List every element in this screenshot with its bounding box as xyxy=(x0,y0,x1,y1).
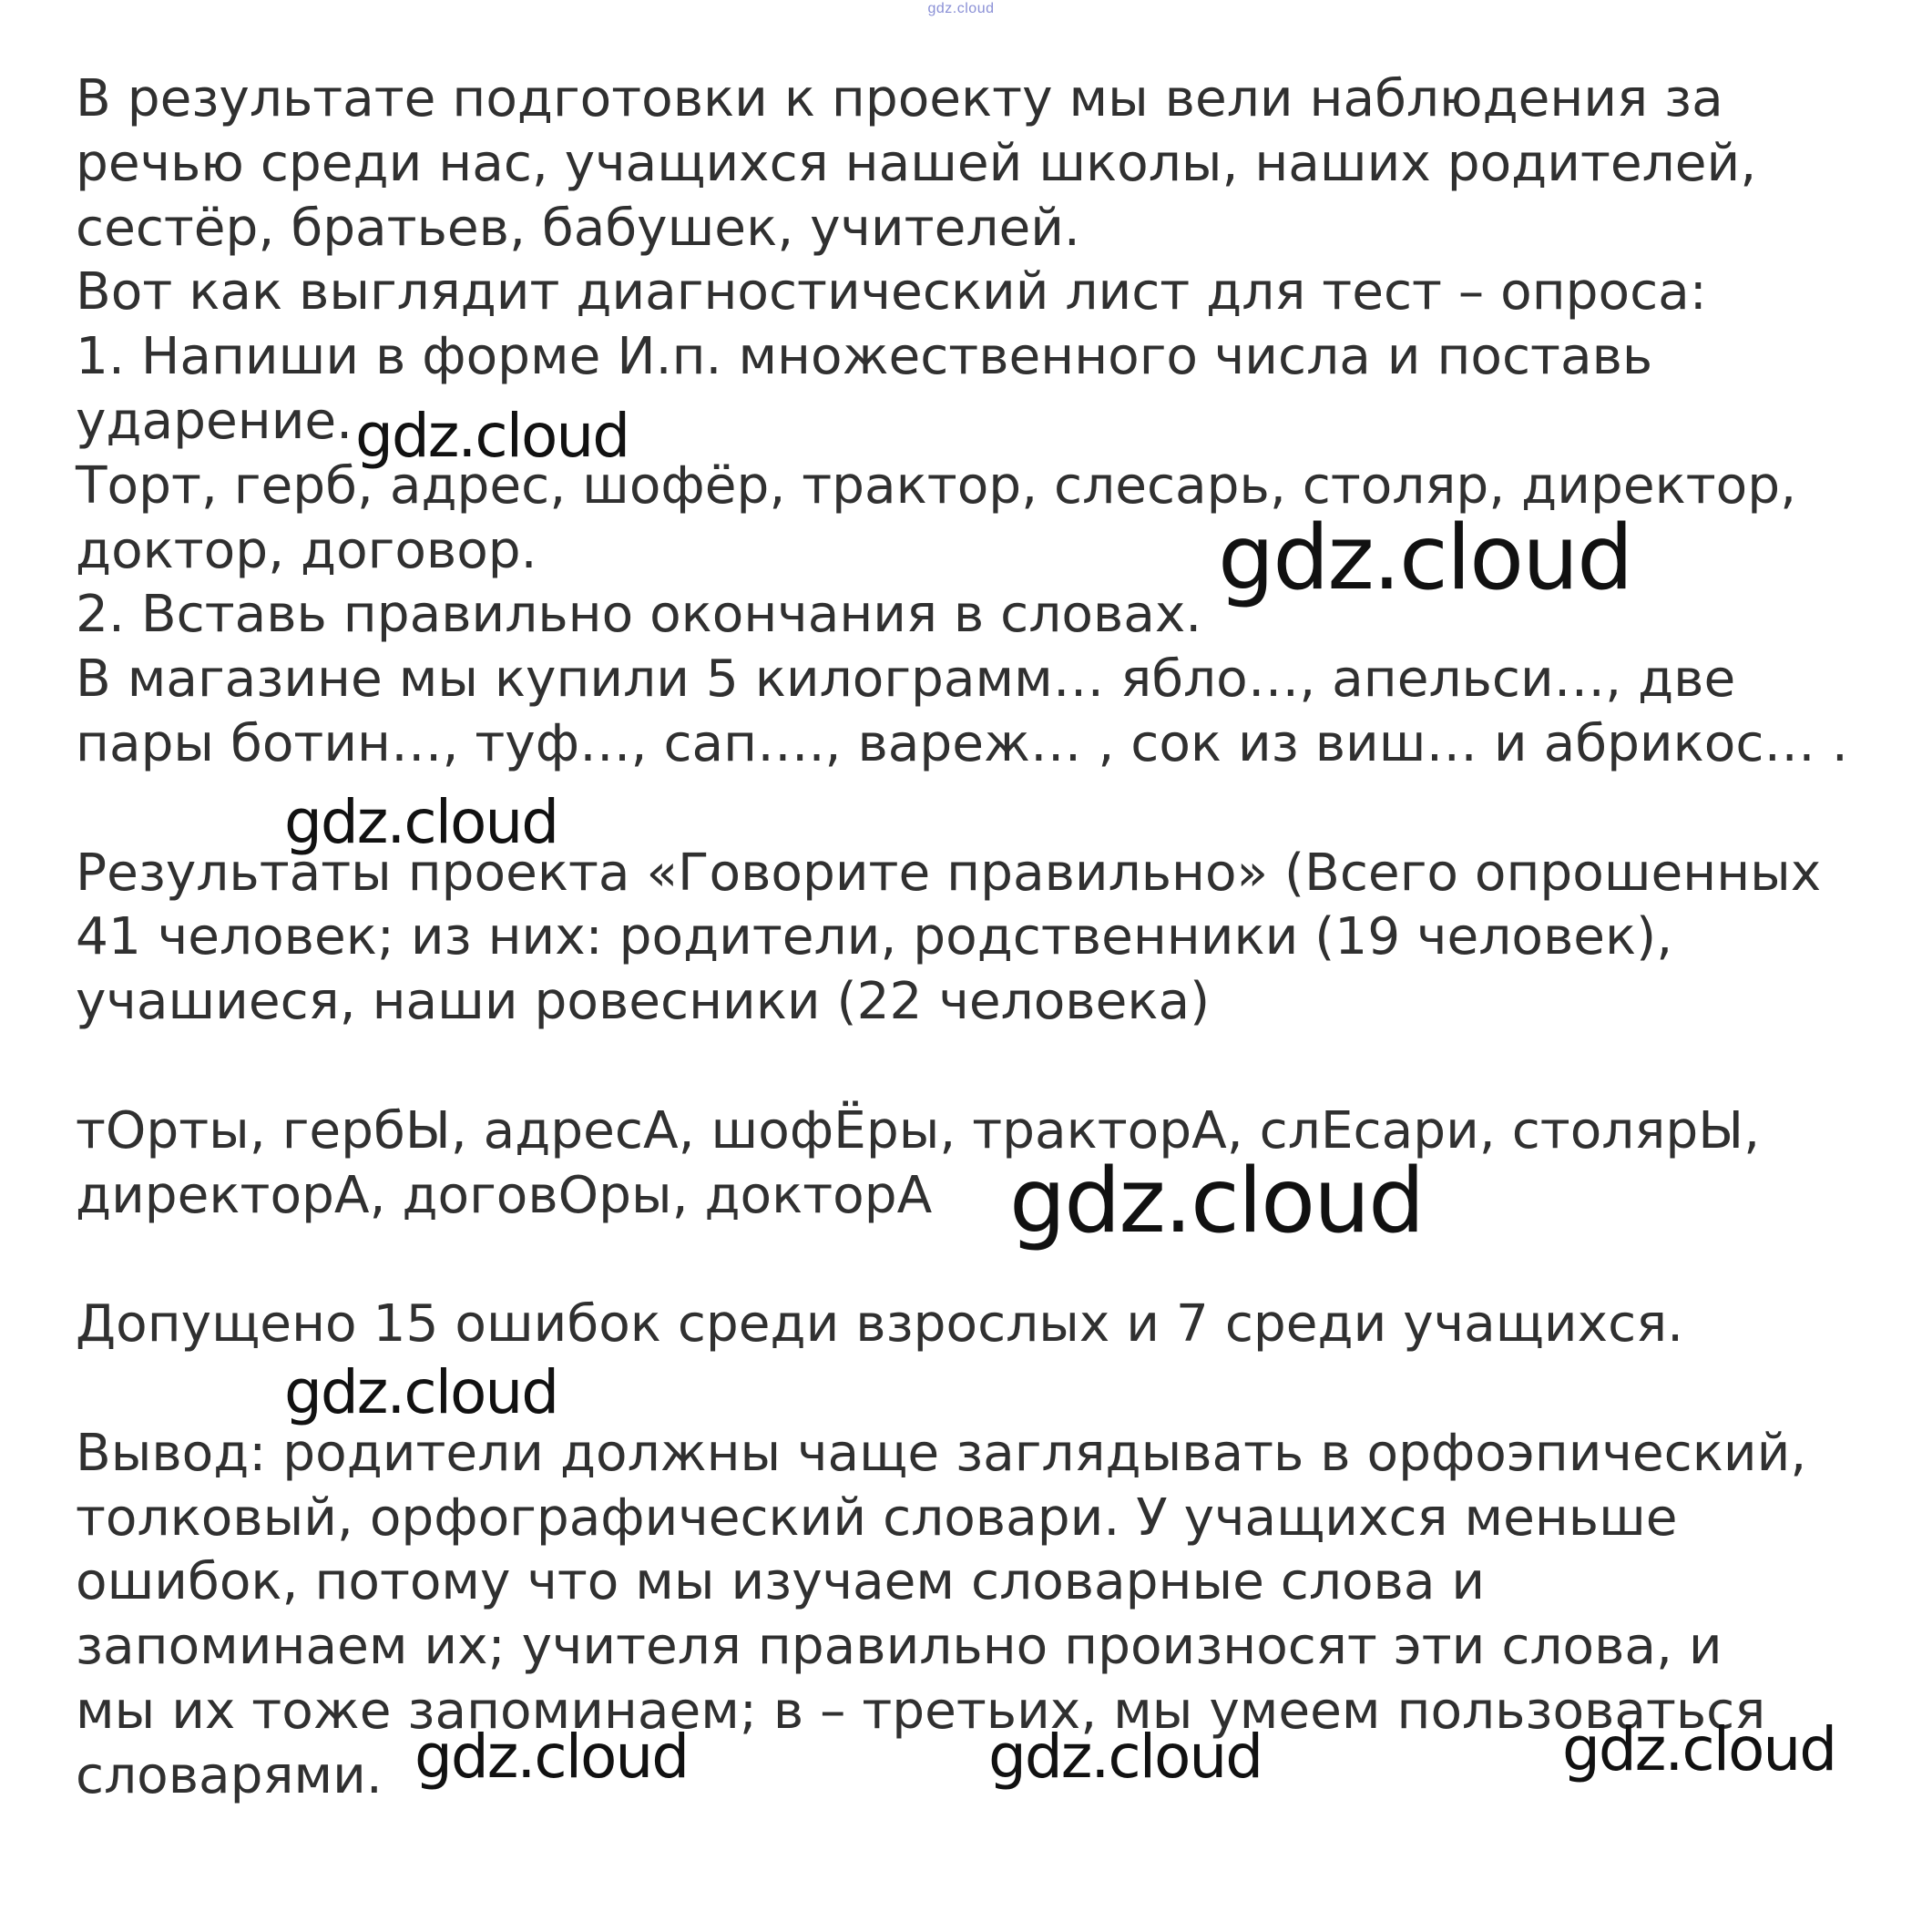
blank-line xyxy=(76,1035,1916,1099)
document-body xyxy=(76,67,1916,1809)
conclusion-line-2: толковый, орфографический словари. У учащихся меньше xyxy=(76,1487,1678,1548)
task-2-line-1: 2. Вставь правильно окончания в словах. xyxy=(76,585,1202,645)
watermark-text: gdz.cloud xyxy=(284,787,558,857)
results-line-2: 41 человек; из них: родители, родственники (19 человек), xyxy=(76,907,1673,967)
task-1-line-1: 1. Напиши в форме И.п. множественного числа и поставь xyxy=(76,327,1653,387)
intro-line-2: речью среди нас, учащихся нашей школы, наших родителей, xyxy=(76,133,1757,193)
diagnostic-intro-line: Вот как выглядит диагностический лист для тест – опроса: xyxy=(76,262,1707,322)
conclusion-line-1: Вывод: родители должны чаще заглядывать в орфоэпический, xyxy=(76,1423,1807,1483)
blank-line xyxy=(76,1228,1916,1293)
task-1-line-2: ударение. xyxy=(76,391,353,451)
errors-line: Допущено 15 ошибок среди взрослых и 7 среди учащихся. xyxy=(76,1294,1684,1354)
watermark-text: gdz.cloud xyxy=(1218,506,1632,610)
watermark-text: gdz.cloud xyxy=(414,1722,689,1792)
results-line-1: Результаты проекта «Говорите правильно» (Всего опрошенных xyxy=(76,843,1822,903)
task-2-text-line-1: В магазине мы купили 5 килограмм… ябло…, апельси…, две xyxy=(76,649,1736,710)
answers-line-1: тОрты, гербЫ, адресА, шофЁры, тракторА, слЕсари, столярЫ, xyxy=(76,1100,1761,1160)
watermark-text: gdz.cloud xyxy=(1562,1714,1836,1784)
answers-line-2: директорА, договОры, докторА xyxy=(76,1165,933,1225)
intro-line-3: сестёр, братьев, бабушек, учителей. xyxy=(76,198,1080,258)
watermark-text: gdz.cloud xyxy=(355,401,629,471)
conclusion-line-3: ошибок, потому что мы изучаем словарные слова и xyxy=(76,1552,1486,1612)
task-2-text-line-2: пары ботин…, туф…, сап…., вареж… , сок из виш… и абрикос… . xyxy=(76,713,1848,773)
conclusion-line-6: словарями. xyxy=(76,1745,383,1805)
conclusion-line-5: мы их тоже запоминаем; в – третьих, мы умеем пользоваться xyxy=(76,1681,1766,1741)
watermark-text: gdz.cloud xyxy=(1009,1150,1424,1253)
task-1-words-line-1: Торт, герб, адрес, шофёр, трактор, слесарь, столяр, директор, xyxy=(76,455,1797,516)
conclusion-line-4: запоминаем их; учителя правильно произносят эти слова, и xyxy=(76,1617,1723,1677)
header-watermark: gdz.cloud xyxy=(927,1,995,16)
intro-line-1: В результате подготовки к проекту мы вели наблюдения за xyxy=(76,69,1723,128)
watermark-text: gdz.cloud xyxy=(284,1357,558,1427)
task-1-words-line-2: доктор, договор. xyxy=(76,520,537,580)
watermark-text: gdz.cloud xyxy=(988,1722,1263,1792)
results-line-3: учашиеся, наши ровесники (22 человека) xyxy=(76,972,1211,1032)
